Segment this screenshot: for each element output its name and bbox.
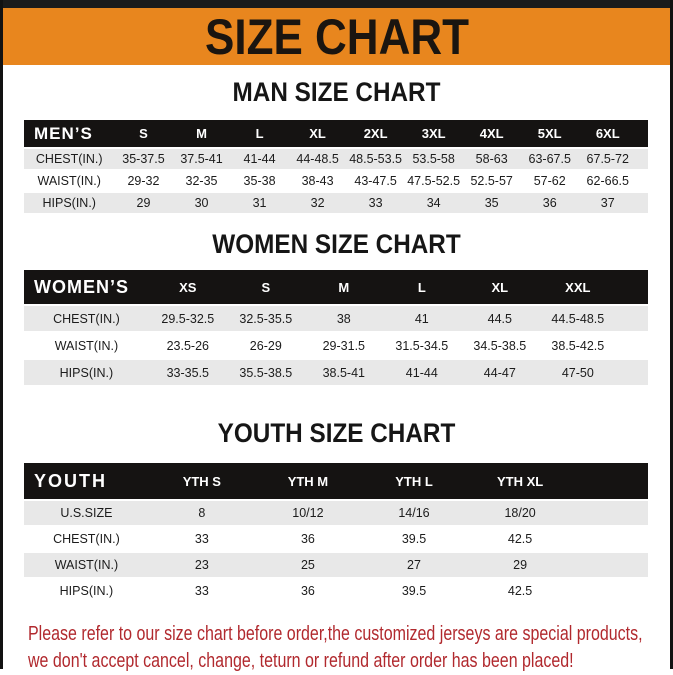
value-cell: 67.5-72 <box>579 148 637 170</box>
value-cell: 31 <box>231 192 289 214</box>
title-banner <box>3 8 670 65</box>
table-header-row <box>24 270 648 305</box>
size-column-header: 5XL <box>521 120 579 148</box>
value-cell: 36 <box>521 192 579 214</box>
table-row <box>24 500 648 526</box>
spacer-cell <box>573 526 648 552</box>
row-label-cell: HIPS(IN.) <box>24 359 149 386</box>
value-cell: 39.5 <box>361 526 467 552</box>
size-column-header: 2XL <box>347 120 405 148</box>
value-cell: 47-50 <box>539 359 617 386</box>
value-cell: 36 <box>255 526 361 552</box>
value-cell: 14/16 <box>361 500 467 526</box>
value-cell: 44-47 <box>461 359 539 386</box>
youth-size-table <box>24 463 648 605</box>
man-section-heading: MAN SIZE CHART <box>232 77 441 107</box>
spacer-cell <box>573 463 648 500</box>
size-column-header: YTH S <box>149 463 255 500</box>
size-column-header: XS <box>149 270 227 305</box>
row-label-cell: HIPS(IN.) <box>24 192 114 214</box>
value-cell: 41-44 <box>231 148 289 170</box>
value-cell: 33 <box>347 192 405 214</box>
value-cell: 34 <box>405 192 463 214</box>
size-column-header: S <box>114 120 172 148</box>
value-cell: 42.5 <box>467 526 573 552</box>
row-label-cell: CHEST(IN.) <box>24 305 149 332</box>
order-note <box>28 621 670 675</box>
value-cell: 33-35.5 <box>149 359 227 386</box>
spacer-cell <box>617 270 648 305</box>
women-section-heading: WOMEN SIZE CHART <box>212 229 461 259</box>
value-cell: 38.5-41 <box>305 359 383 386</box>
page-title: SIZE CHART <box>204 8 469 65</box>
value-cell: 62-66.5 <box>579 170 637 192</box>
table-row <box>24 526 648 552</box>
size-column-header: XL <box>289 120 347 148</box>
row-label-cell: U.S.SIZE <box>24 500 149 526</box>
size-column-header: L <box>383 270 461 305</box>
value-cell: 29 <box>114 192 172 214</box>
row-label-cell: CHEST(IN.) <box>24 148 114 170</box>
spacer-cell <box>637 148 648 170</box>
value-cell: 31.5-34.5 <box>383 332 461 359</box>
value-cell: 34.5-38.5 <box>461 332 539 359</box>
top-black-bar <box>3 0 670 8</box>
size-column-header: YTH L <box>361 463 467 500</box>
size-column-header: XXL <box>539 270 617 305</box>
table-row <box>24 359 648 386</box>
row-label-cell: CHEST(IN.) <box>24 526 149 552</box>
value-cell: 35 <box>463 192 521 214</box>
table-title-cell: YOUTH <box>24 463 149 500</box>
value-cell: 37 <box>579 192 637 214</box>
men-size-table <box>24 120 648 215</box>
table-row <box>24 148 648 170</box>
table-header-row <box>24 463 648 500</box>
value-cell: 38 <box>305 305 383 332</box>
value-cell: 29-32 <box>114 170 172 192</box>
value-cell: 57-62 <box>521 170 579 192</box>
table-row <box>24 305 648 332</box>
size-column-header: M <box>173 120 231 148</box>
row-label-cell: WAIST(IN.) <box>24 332 149 359</box>
value-cell: 27 <box>361 552 467 578</box>
value-cell: 29-31.5 <box>305 332 383 359</box>
spacer-cell <box>637 170 648 192</box>
spacer-cell <box>617 359 648 386</box>
value-cell: 29.5-32.5 <box>149 305 227 332</box>
table-title-cell: MEN’S <box>24 120 114 148</box>
size-column-header: YTH M <box>255 463 361 500</box>
value-cell: 25 <box>255 552 361 578</box>
row-label-cell: HIPS(IN.) <box>24 578 149 604</box>
value-cell: 53.5-58 <box>405 148 463 170</box>
value-cell: 36 <box>255 578 361 604</box>
women-size-table <box>24 270 648 387</box>
table-row <box>24 170 648 192</box>
value-cell: 35.5-38.5 <box>227 359 305 386</box>
value-cell: 23.5-26 <box>149 332 227 359</box>
value-cell: 35-37.5 <box>114 148 172 170</box>
row-label-cell: WAIST(IN.) <box>24 170 114 192</box>
row-label-cell: WAIST(IN.) <box>24 552 149 578</box>
value-cell: 10/12 <box>255 500 361 526</box>
value-cell: 32-35 <box>173 170 231 192</box>
spacer-cell <box>573 552 648 578</box>
value-cell: 63-67.5 <box>521 148 579 170</box>
value-cell: 41 <box>383 305 461 332</box>
value-cell: 18/20 <box>467 500 573 526</box>
value-cell: 8 <box>149 500 255 526</box>
value-cell: 44-48.5 <box>289 148 347 170</box>
value-cell: 41-44 <box>383 359 461 386</box>
value-cell: 44.5 <box>461 305 539 332</box>
value-cell: 35-38 <box>231 170 289 192</box>
size-column-header: YTH XL <box>467 463 573 500</box>
spacer-cell <box>573 500 648 526</box>
value-cell: 39.5 <box>361 578 467 604</box>
size-column-header: M <box>305 270 383 305</box>
value-cell: 58-63 <box>463 148 521 170</box>
value-cell: 30 <box>173 192 231 214</box>
value-cell: 33 <box>149 578 255 604</box>
table-row <box>24 552 648 578</box>
value-cell: 26-29 <box>227 332 305 359</box>
size-column-header: L <box>231 120 289 148</box>
table-title-cell: WOMEN’S <box>24 270 149 305</box>
table-row <box>24 332 648 359</box>
table-row <box>24 578 648 604</box>
youth-section-heading: YOUTH SIZE CHART <box>217 418 456 448</box>
value-cell: 33 <box>149 526 255 552</box>
order-note-line-2: we don't accept cancel, change, teturn or refund after order has been placed! <box>28 650 574 672</box>
value-cell: 48.5-53.5 <box>347 148 405 170</box>
value-cell: 38-43 <box>289 170 347 192</box>
spacer-cell <box>637 120 648 148</box>
spacer-cell <box>637 192 648 214</box>
size-column-header: XL <box>461 270 539 305</box>
size-column-header: S <box>227 270 305 305</box>
value-cell: 37.5-41 <box>173 148 231 170</box>
size-column-header: 3XL <box>405 120 463 148</box>
table-row <box>24 192 648 214</box>
table-header-row <box>24 120 648 148</box>
size-column-header: 4XL <box>463 120 521 148</box>
value-cell: 29 <box>467 552 573 578</box>
value-cell: 32.5-35.5 <box>227 305 305 332</box>
value-cell: 42.5 <box>467 578 573 604</box>
value-cell: 44.5-48.5 <box>539 305 617 332</box>
value-cell: 52.5-57 <box>463 170 521 192</box>
value-cell: 38.5-42.5 <box>539 332 617 359</box>
spacer-cell <box>573 578 648 604</box>
spacer-cell <box>617 305 648 332</box>
size-column-header: 6XL <box>579 120 637 148</box>
value-cell: 43-47.5 <box>347 170 405 192</box>
value-cell: 32 <box>289 192 347 214</box>
value-cell: 23 <box>149 552 255 578</box>
spacer-cell <box>617 332 648 359</box>
value-cell: 47.5-52.5 <box>405 170 463 192</box>
order-note-line-1: Please refer to our size chart before order,the customized jerseys are special products, <box>28 623 643 645</box>
